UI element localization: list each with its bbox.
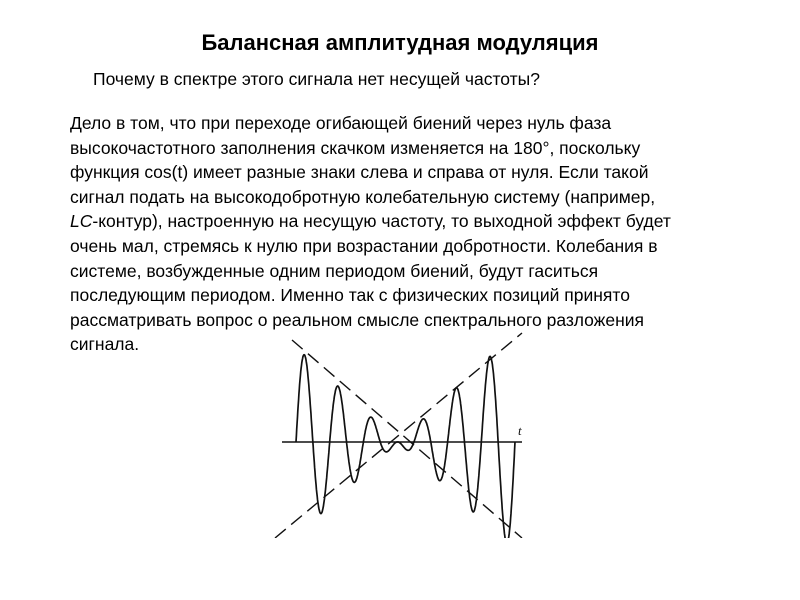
paragraph-line: системе, возбужденные одним периодом биений, будут гаситься <box>70 260 599 281</box>
lc-term: LC <box>70 211 93 232</box>
time-axis-label: t <box>518 423 522 438</box>
slide-title: Балансная амплитудная модуляция <box>201 30 599 55</box>
paragraph-line: высокочастотного заполнения скачком изменяется на 180°, поскольку <box>70 137 641 158</box>
paragraph-line-rest: -контур), настроенную на несущую частоту, то выходной эффект будет <box>92 211 671 232</box>
paragraph-line: Дело в том, что при переходе огибающей биений через нуль фаза <box>70 113 612 133</box>
paragraph-line <box>70 209 770 234</box>
paragraph-line: рассматривать вопрос о реальном смысле спектрального разложения <box>70 309 645 330</box>
paragraph-line: сигнала. <box>70 334 140 355</box>
paragraph-line: последующим периодом. Именно так с физических позиций принято <box>70 285 630 306</box>
modulated-carrier-wave <box>296 355 515 538</box>
paragraph-line: сигнал подать на высокодобротную колебательную систему (например, <box>70 186 656 207</box>
paragraph-line: функция cos(t) имеет разные знаки слева и справа от нуля. Если такой <box>70 162 649 183</box>
balanced-am-waveform-figure <box>270 328 540 538</box>
slide-question: Почему в спектре этого сигнала нет несущей частоты? <box>93 69 540 89</box>
paragraph-line: очень мал, стремясь к нулю при возрастании добротности. Колебания в <box>70 235 658 256</box>
explanation-paragraph <box>70 111 770 357</box>
